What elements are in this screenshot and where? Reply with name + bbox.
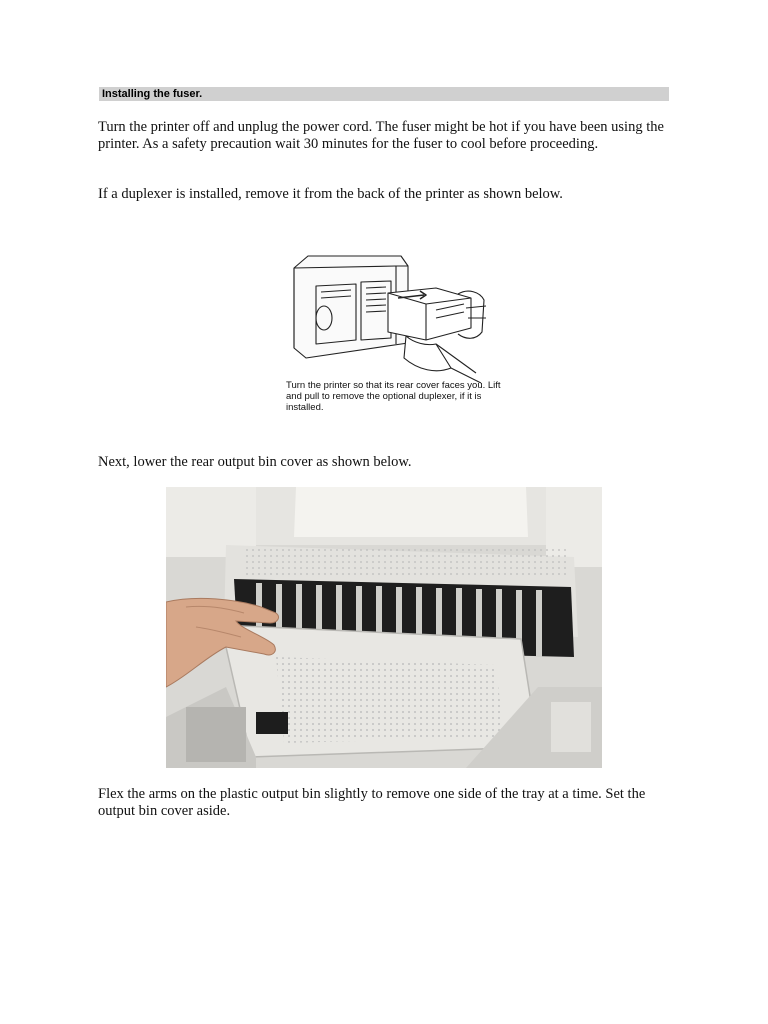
instruction-paragraph-remove-duplexer: If a duplexer is installed, remove it from the back of the printer as shown below. xyxy=(98,186,563,202)
instruction-paragraph-lower-cover: Next, lower the rear output bin cover as shown below. xyxy=(98,454,412,470)
instruction-paragraph-flex-arms: Flex the arms on the plastic output bin slightly to remove one side of the tray at a time. Set the output bin cover aside. xyxy=(98,786,646,819)
duplexer-figure-caption: Turn the printer so that its rear cover faces you. Lift and pull to remove the optional duplexer, if it is installed. xyxy=(286,380,501,413)
rear-output-bin-photo xyxy=(166,487,602,768)
section-heading-bar xyxy=(99,87,669,101)
section-heading: Installing the fuser. xyxy=(102,88,203,100)
instruction-paragraph-power-off: Turn the printer off and unplug the power cord. The fuser might be hot if you have been using the printer. As a safety precaution wait 30 minutes for the fuser to cool before proceeding. xyxy=(98,119,664,152)
